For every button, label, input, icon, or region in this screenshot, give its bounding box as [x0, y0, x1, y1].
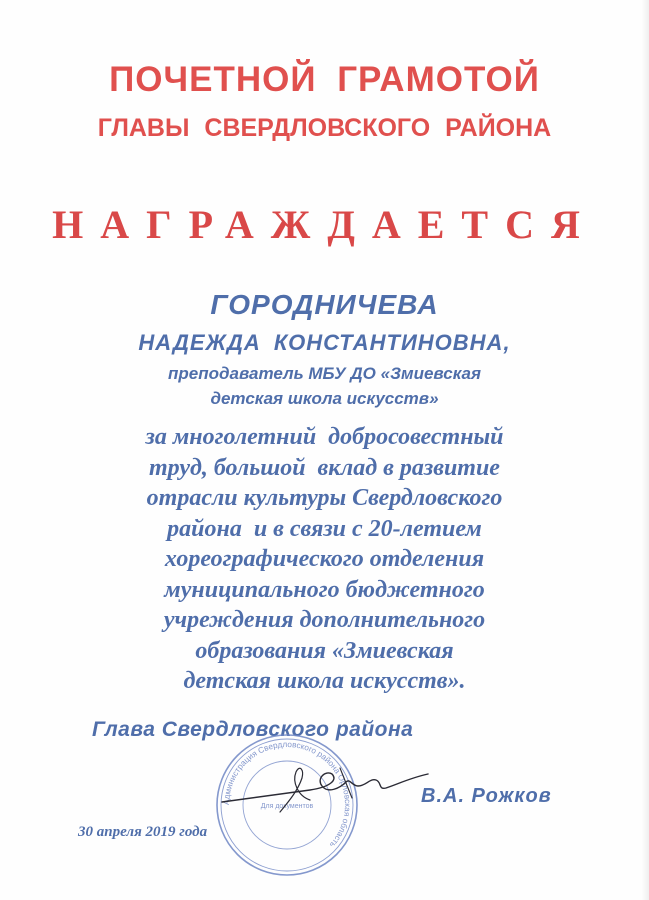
issue-date: 30 апреля 2019 года [78, 824, 208, 840]
stamp-center-text: Для документов [260, 803, 314, 810]
reason-line: муниципального бюджетного [164, 576, 485, 603]
certificate-subtitle: ГЛАВЫ СВЕРДЛОВСКОГО РАЙОНА [97, 114, 552, 142]
awarded-heading: НАГРАЖДАЕТСЯ [52, 202, 597, 247]
signer-title: Глава Свердловского района [92, 718, 414, 741]
stamp-ring-text: Администрация Свердловского района Орловская область [221, 739, 353, 850]
position-line: преподаватель МБУ ДО «Змиевская [167, 364, 481, 383]
reason-line: района и в связи с 20-летием [167, 515, 482, 542]
award-reason [0, 422, 649, 697]
reason-line: хореографического отделения [164, 546, 485, 572]
recipient-given-names: НАДЕЖДА КОНСТАНТИНОВНА, [138, 330, 511, 355]
reason-line: детская школа искусств». [183, 668, 466, 694]
reason-line: труд, большой вклад в развитие [149, 454, 500, 481]
recipient-surname: ГОРОДНИЧЕВА [210, 289, 439, 320]
certificate-title: ПОЧЕТНОЙ ГРАМОТОЙ [109, 60, 540, 99]
handwritten-signature [220, 750, 430, 820]
reason-line: за многолетний добросовестный [145, 424, 504, 450]
recipient-position [0, 361, 649, 411]
position-line: детская школа искусств» [210, 389, 439, 408]
signer-name: В.А. Рожков [421, 785, 552, 807]
reason-line: отрасли культуры Свердловского [146, 485, 503, 511]
reason-line: учреждения дополнительного [163, 607, 486, 633]
reason-line: образования «Змиевская [195, 637, 454, 664]
